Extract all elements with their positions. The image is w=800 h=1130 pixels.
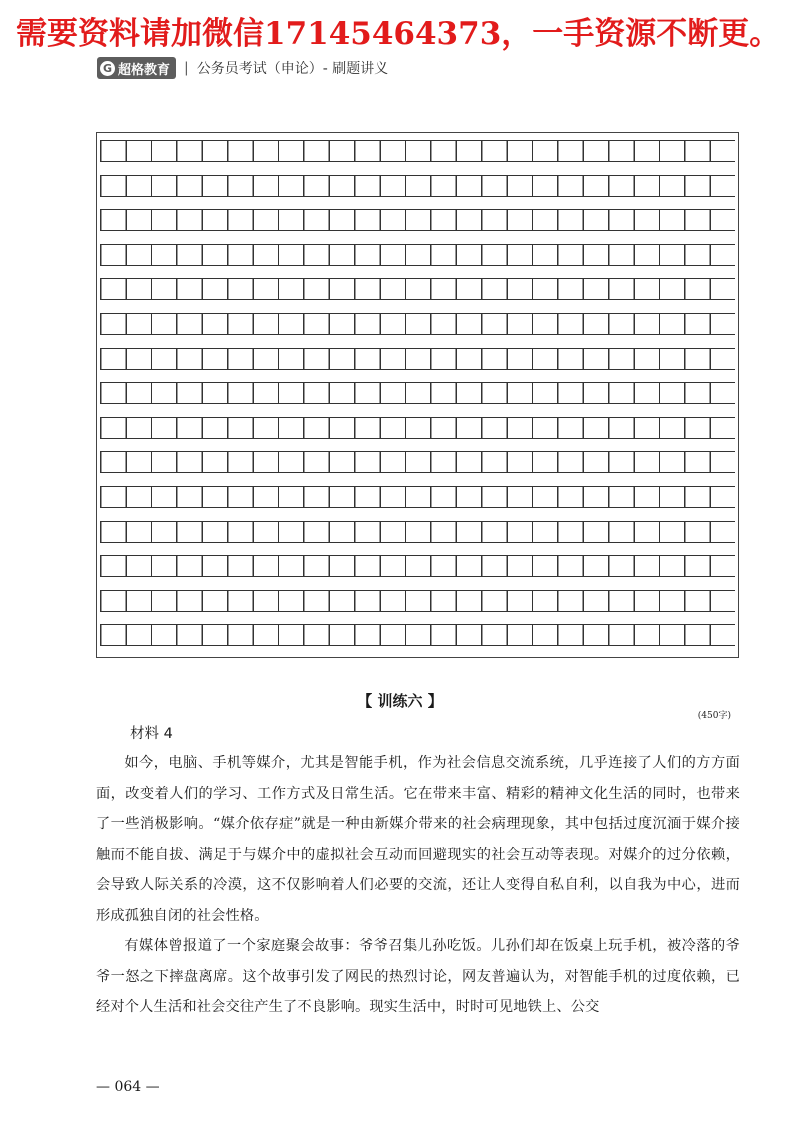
grid-row bbox=[100, 521, 735, 543]
grid-row bbox=[100, 278, 735, 300]
page-header bbox=[97, 56, 388, 80]
grid-row bbox=[100, 555, 735, 577]
watermark-banner: 需要资料请加微信17145464373，一手资源不断更。 bbox=[16, 16, 781, 52]
grid-row bbox=[100, 348, 735, 370]
grid-row bbox=[100, 175, 735, 197]
grid-row bbox=[100, 451, 735, 473]
grid-row bbox=[100, 209, 735, 231]
grid-row bbox=[100, 590, 735, 612]
grid-row bbox=[100, 417, 735, 439]
logo-text: 超格教育 bbox=[118, 62, 171, 78]
grid-row bbox=[100, 486, 735, 508]
page-number: — 064 — bbox=[96, 1079, 160, 1095]
material-label: 材料 4 bbox=[130, 726, 173, 742]
word-count-marker: (450字) bbox=[697, 711, 731, 721]
grid-row bbox=[100, 140, 735, 162]
grid-row bbox=[100, 313, 735, 335]
brand-logo bbox=[97, 57, 176, 79]
section-title: 【 训练六 】 bbox=[357, 692, 443, 710]
material-body bbox=[96, 748, 740, 1023]
paragraph: 有媒体曾报道了一个家庭聚会故事：爷爷召集儿孙吃饭。儿孙们却在饭桌上玩手机，被冷落的爷爷一怒之下摔盘离席。这个故事引发了网民的热烈讨论，网友普遍认为，对智能手机的过度依赖，已经对个人生活和社会交往产生了不良影响。现实生活中，时时可见地铁上、公交 bbox=[96, 938, 740, 1015]
grid-row bbox=[100, 244, 735, 266]
grid-row bbox=[100, 382, 735, 404]
logo-g-icon: G bbox=[100, 61, 115, 76]
header-separator: | bbox=[184, 60, 189, 76]
header-title: 公务员考试（申论）- 刷题讲义 bbox=[196, 61, 389, 77]
paragraph: 如今，电脑、手机等媒介，尤其是智能手机，作为社会信息交流系统，几乎连接了人们的方方面面，改变着人们的学习、工作方式及日常生活。它在带来丰富、精彩的精神文化生活的同时，也带来了一些消极影响。“媒介依存症”就是一种由新媒介带来的社会病理现象，其中包括过度沉湎于媒介接触而不能自拔、满足于与媒介中的虚拟社会互动而回避现实的社会互动等表现。对媒介的过分依赖，会导致人际关系的冷漠，这不仅影响着人们必要的交流，还让人变得自私自利，以自我为中心，进而形成孤独自闭的社会性格。 bbox=[96, 755, 740, 924]
grid-row bbox=[100, 624, 735, 646]
